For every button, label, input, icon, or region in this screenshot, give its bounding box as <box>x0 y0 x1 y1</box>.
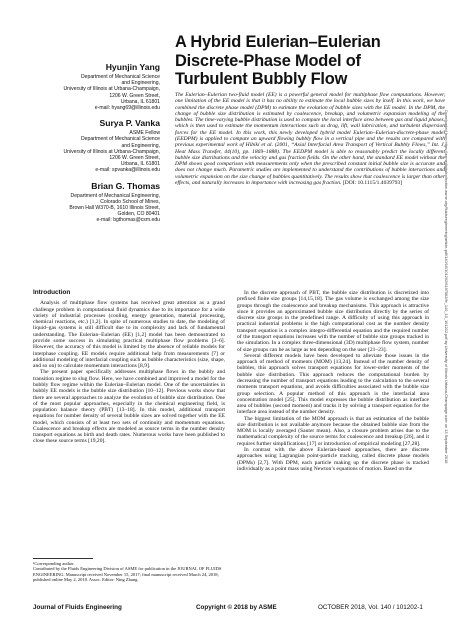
footnote-rule <box>33 558 93 559</box>
author-affiliation-line: Department of Mechanical Engineering, <box>70 192 160 199</box>
footer-copyright: Copyright © 2018 by ASME <box>196 604 277 611</box>
body-paragraph: Analysis of multiphase flow systems has received great attention as a grand challenge problem in computational fluid dynamics due to its importance for a wide variety of industrial processes (cooling, energy generation, material processing, chemical reactions, etc.) [1,2]. In spite of numerous studies to date, the modeling of liquid–gas systems is still difficult due to its complexity and lack of fundamental understanding. The Eulerian–Eulerian (EE) [1,2] model has been demonstrated to provide some success in simulating practical multiphase flow problems [3–6]. However, the accuracy of this model is limited by the absence of reliable models for interphase coupling. EE models require additional help from measurements [7] or additional modeling of interfacial coupling such as bubble characteristics (size, shape, and so on) to calculate momentum interactions [8,9]. <box>33 300 225 370</box>
author-affiliation-line: and Engineering, <box>121 142 160 149</box>
body-paragraph: In contrast with the above Eulerian-based approaches, there are discrete approaches using Lagrangian point-particle tracking, called discrete phase models (DPMs) [2,7]. With DPM, each particle making up the discrete phase is tracked individually as a point mass using Newton’s equations of motion. Based on the <box>237 447 429 472</box>
section-heading: Introduction <box>33 289 71 296</box>
footer-journal: Journal of Fluids Engineering <box>33 604 122 611</box>
author-affiliation-line: Department of Mechanical Science <box>81 136 160 143</box>
author-name: Hyunjin Yang <box>105 62 160 72</box>
footnotes <box>33 558 225 582</box>
title-line: Discrete-Phase Model of <box>175 51 361 70</box>
author-affiliation-line: Brown Hall W370-B, 1610 Illinois Street, <box>69 205 160 212</box>
body-column-left <box>33 290 225 445</box>
body-paragraph: The present paper specifically addresses multiphase flows in the bubbly and transition regime to slug flow. Here, we have combined and improved a model for the bubbly flow regime within the Eulerian–Eulerian model. One of the uncertainties in bubbly EE models is the bubble size distribution [10–12]. Previous works show that there are several approaches to analyze the evolution of bubble size distribution. One of the most popular approaches, especially in the chemical engineering field, is population balance theory (PBT) [13–18]. In this model, additional transport equations for number density of several bubble sizes are solved together with the EE model, which consists of at least two sets of continuity and momentum equations. Coalescence and breakup effects are modeled as source terms in the number density transport equations as birth and death rates. Numerous works have been published to close these source terms [19,20]. <box>33 369 225 445</box>
author-affiliation-line: ASME Fellow <box>129 130 160 137</box>
author-affiliation-line: University of Illinois at Urbana-Champaign, <box>63 148 160 155</box>
footnote: ¹Corresponding author. <box>33 561 75 566</box>
author-affiliation-line: 1206 W. Green Street, <box>109 155 160 162</box>
title-line: Turbulent Bubbly Flow <box>175 70 348 88</box>
title-line: A Hybrid Eulerian–Eulerian <box>175 33 381 51</box>
download-side-note: Downloaded from https://asmedigitalcollection.asme.org/fluidsengineering/article-pdf/140/10/101202/6197562/fe_140_10_101202.pdf by University of Illinois Urbana-Champaign user on 13 September 2018 <box>444 110 449 464</box>
author-affiliation-line: 1206 W. Green Street, <box>109 92 160 99</box>
author-affiliation-line: and Engineering, <box>121 80 160 87</box>
author-email[interactable]: e-mail: bgthomas@csm.edu <box>96 217 160 224</box>
paper-title <box>175 33 445 89</box>
author-affiliation-line: Urbana, IL 61801 <box>120 98 160 105</box>
author-block-1 <box>28 62 160 111</box>
author-name: Brian G. Thomas <box>91 180 160 191</box>
author-block-2 <box>28 118 160 173</box>
abstract-text: The Eulerian–Eulerian two-fluid model (EE) is a powerful general model for multiphase flow computations. However, one limitation of the EE model is that it has no ability to estimate the local bubble sizes by itself. In this work, we have combined the discrete phase model (DPM) to estimate the evolution of bubble sizes with the EE model. In the DPM, the change of bubble size distribution is estimated by coalescence, breakup, and volumetric expansion modeling of the bubbles. The time-varying bubble distribution is used to compute the local interface area between gas and liquid phases, which is then used to estimate the momentum interactions such as drag, lift, wall lubrication, and turbulent dispersion forces for the EE model. In this work, this newly developed hybrid model Eulerian–Eulerian-discrete-phase model (EEDPM) is applied to compute an upward flowing bubbly flow in a vertical pipe and the results are compared with previous experimental work of Hibiki et al. (2001, “Axial Interfacial Area Transport of Vertical Bubbly Flows,” Int. J. Heat Mass Transfer, 44(10), pp. 1869–1888). The EEDPM model is able to reasonably predict the locally different bubble size distributions and the velocity and gas fraction fields. On the other hand, the standard EE model without the DPM shows good comparison with measurements only when the prescribed constant initial bubble size is accurate and does not change much. Parametric studies are implemented to understand the contributions of bubble interactions and volumetric expansion on the size change of bubbles quantitatively. The results show that coalescence is larger than other effects, and naturally increases in importance with increasing gas fraction. <box>175 92 445 186</box>
author-affiliation-line: Colorado School of Mines, <box>100 198 160 205</box>
author-email[interactable]: e-mail: hyang69@illinois.edu <box>94 105 160 112</box>
footnote: Contributed by the Fluids Engineering Division of ASME for publication in the JOURNAL OF FLUIDS ENGINEERING. Manuscript received November 15, 2017; final manuscript received March 24, 2018; published online May 2, 2018. Assoc. Editor: Ning Zhang. <box>33 566 222 582</box>
body-column-right <box>237 290 429 472</box>
doi-link[interactable]: [DOI: 10.1115/1.4039793] <box>342 179 403 186</box>
author-list <box>28 62 160 231</box>
author-affiliation-line: University of Illinois at Urbana-Champaign, <box>63 86 160 93</box>
body-paragraph: In the discrete approach of PBT, the bubble size distribution is discretized into prefixed finite size groups [14,15,18]. The gas volume is exchanged among the size groups through the coalescence and breakup mechanisms. This approach is attractive since it provides an approximated bubble size distribution directly by the series of discrete size groups in the predefined range. A difficulty of using this approach in practical industrial problems is the high computational cost as the number density transport equation is a complex integro-differential equation and the required number of the transport equations increases with the number of bubble size groups tracked in the simulation. In a complex three-dimensional (3D) multiphase flow system, number of size groups can be as large as ten depending on the user [21–23]. <box>237 290 429 353</box>
author-block-3 <box>28 181 160 224</box>
author-affiliation-line: Golden, CO 80401 <box>117 211 160 218</box>
author-email[interactable]: e-mail: spvanka@illinois.edu <box>95 167 160 174</box>
body-paragraph: Several different models have been developed to alleviate those issues in the approach of method of moments (MOM) [13,24]. Instead of the number density of bubbles, this approach solves transport equations for lower-order moments of the bubble size distribution. This approach reduces the computational burden by decreasing the number of transport equations leading to the calculation to the several moments transport equations, and avoids difficulties associated with the bubble size group selection. A popular method of this approach is the interfacial area concentration model [25]. This model expresses the bubble distribution as interface area of bubbles (second moment) and tracks it by solving a transport equation for the interface area instead of the number density. <box>237 352 429 416</box>
author-affiliation-line: Urbana, IL 61801 <box>120 161 160 168</box>
author-affiliation-line: Department of Mechanical Science <box>81 74 160 80</box>
author-name: Surya P. Vanka <box>99 118 160 129</box>
abstract <box>175 92 445 186</box>
body-paragraph: The biggest limitation of the MOM approach is that an estimation of the bubble size distribution is not available anymore because the obtained bubble size from the MOM is locally averaged (Sauter mean). Also, a closure problem arises due to the mathematical complexity of the source terms for coalescence and breakup [26], and it requires further simplifications [17] or introduction of empirical modeling [27,28]. <box>237 415 429 447</box>
footer-page-info: OCTOBER 2018, Vol. 140 / 101202-1 <box>318 604 423 611</box>
